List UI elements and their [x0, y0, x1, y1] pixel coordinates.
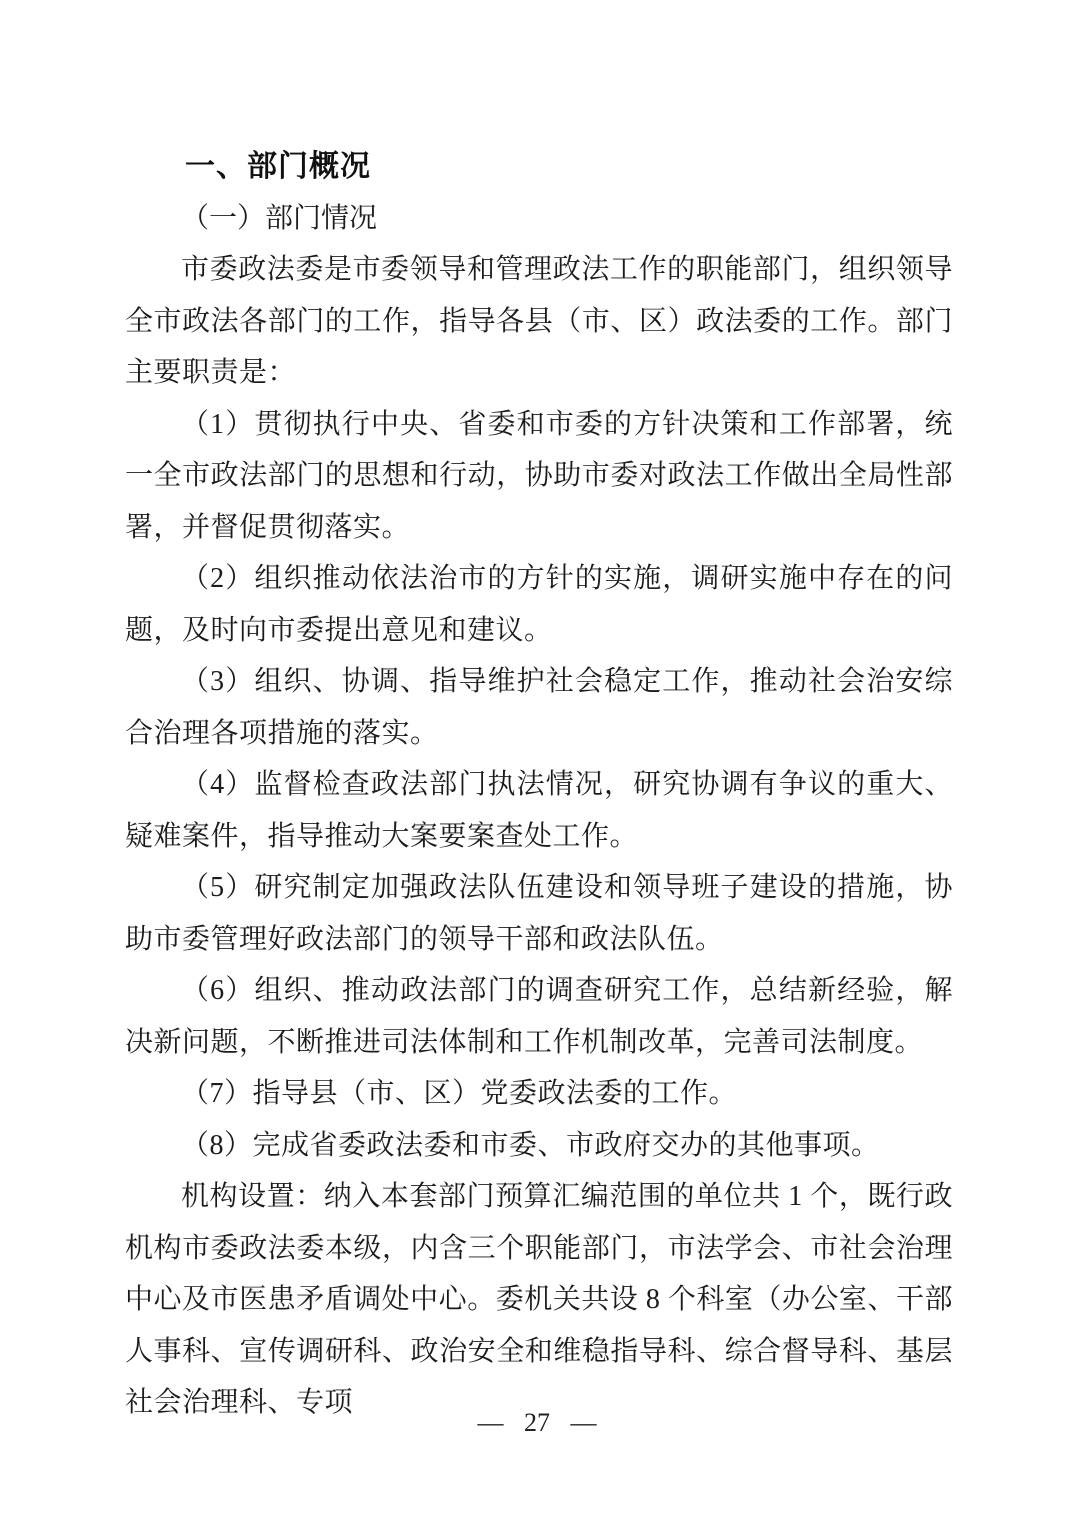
- paragraph-duty-6: （6）组织、推动政法部门的调查研究工作，总结新经验，解决新问题，不断推进司法体制和工作机制改革，完善司法制度。: [125, 975, 953, 1058]
- page-number: — 27 —: [477, 1408, 597, 1437]
- paragraph-duty-1: （1）贯彻执行中央、省委和市委的方针决策和工作部署，统一全市政法部门的思想和行动，协助市委对政法工作做出全局性部署，并督促贯彻落实。: [125, 408, 953, 543]
- subsection-heading: （一）部门情况: [181, 202, 378, 234]
- paragraph-intro: 市委政法委是市委领导和管理政法工作的职能部门，组织领导全市政法各部门的工作，指导各县（市、区）政法委的工作。部门主要职责是：: [125, 254, 953, 388]
- paragraph-duty-2: （2）组织推动依法治市的方针的实施，调研实施中存在的问题，及时向市委提出意见和建议。: [125, 563, 953, 646]
- section-heading: 一、部门概况: [185, 150, 371, 183]
- document-body: [125, 141, 953, 1429]
- paragraph-duty-4: （4）监督检查政法部门执法情况，研究协调有争议的重大、疑难案件，指导推动大案要案查处工作。: [125, 769, 953, 852]
- paragraph-org-setup: 机构设置：纳入本套部门预算汇编范围的单位共 1 个，既行政机构市委政法委本级，内含三个职能部门，市法学会、市社会治理中心及市医患矛盾调处中心。委机关共设 8 个科室（办公室、干部人事科、宣传调研科、政治安全和维稳指导科、综合督导科、基层社会治理科、专项: [125, 1181, 953, 1418]
- paragraph-duty-8: （8）完成省委政法委和市委、市政府交办的其他事项。: [181, 1129, 880, 1161]
- paragraph-duty-3: （3）组织、协调、指导维护社会稳定工作，推动社会治安综合治理各项措施的落实。: [125, 666, 953, 749]
- paragraph-duty-5: （5）研究制定加强政法队伍建设和领导班子建设的措施，协助市委管理好政法部门的领导干部和政法队伍。: [125, 872, 953, 955]
- paragraph-duty-7: （7）指导县（市、区）党委政法委的工作。: [181, 1078, 738, 1109]
